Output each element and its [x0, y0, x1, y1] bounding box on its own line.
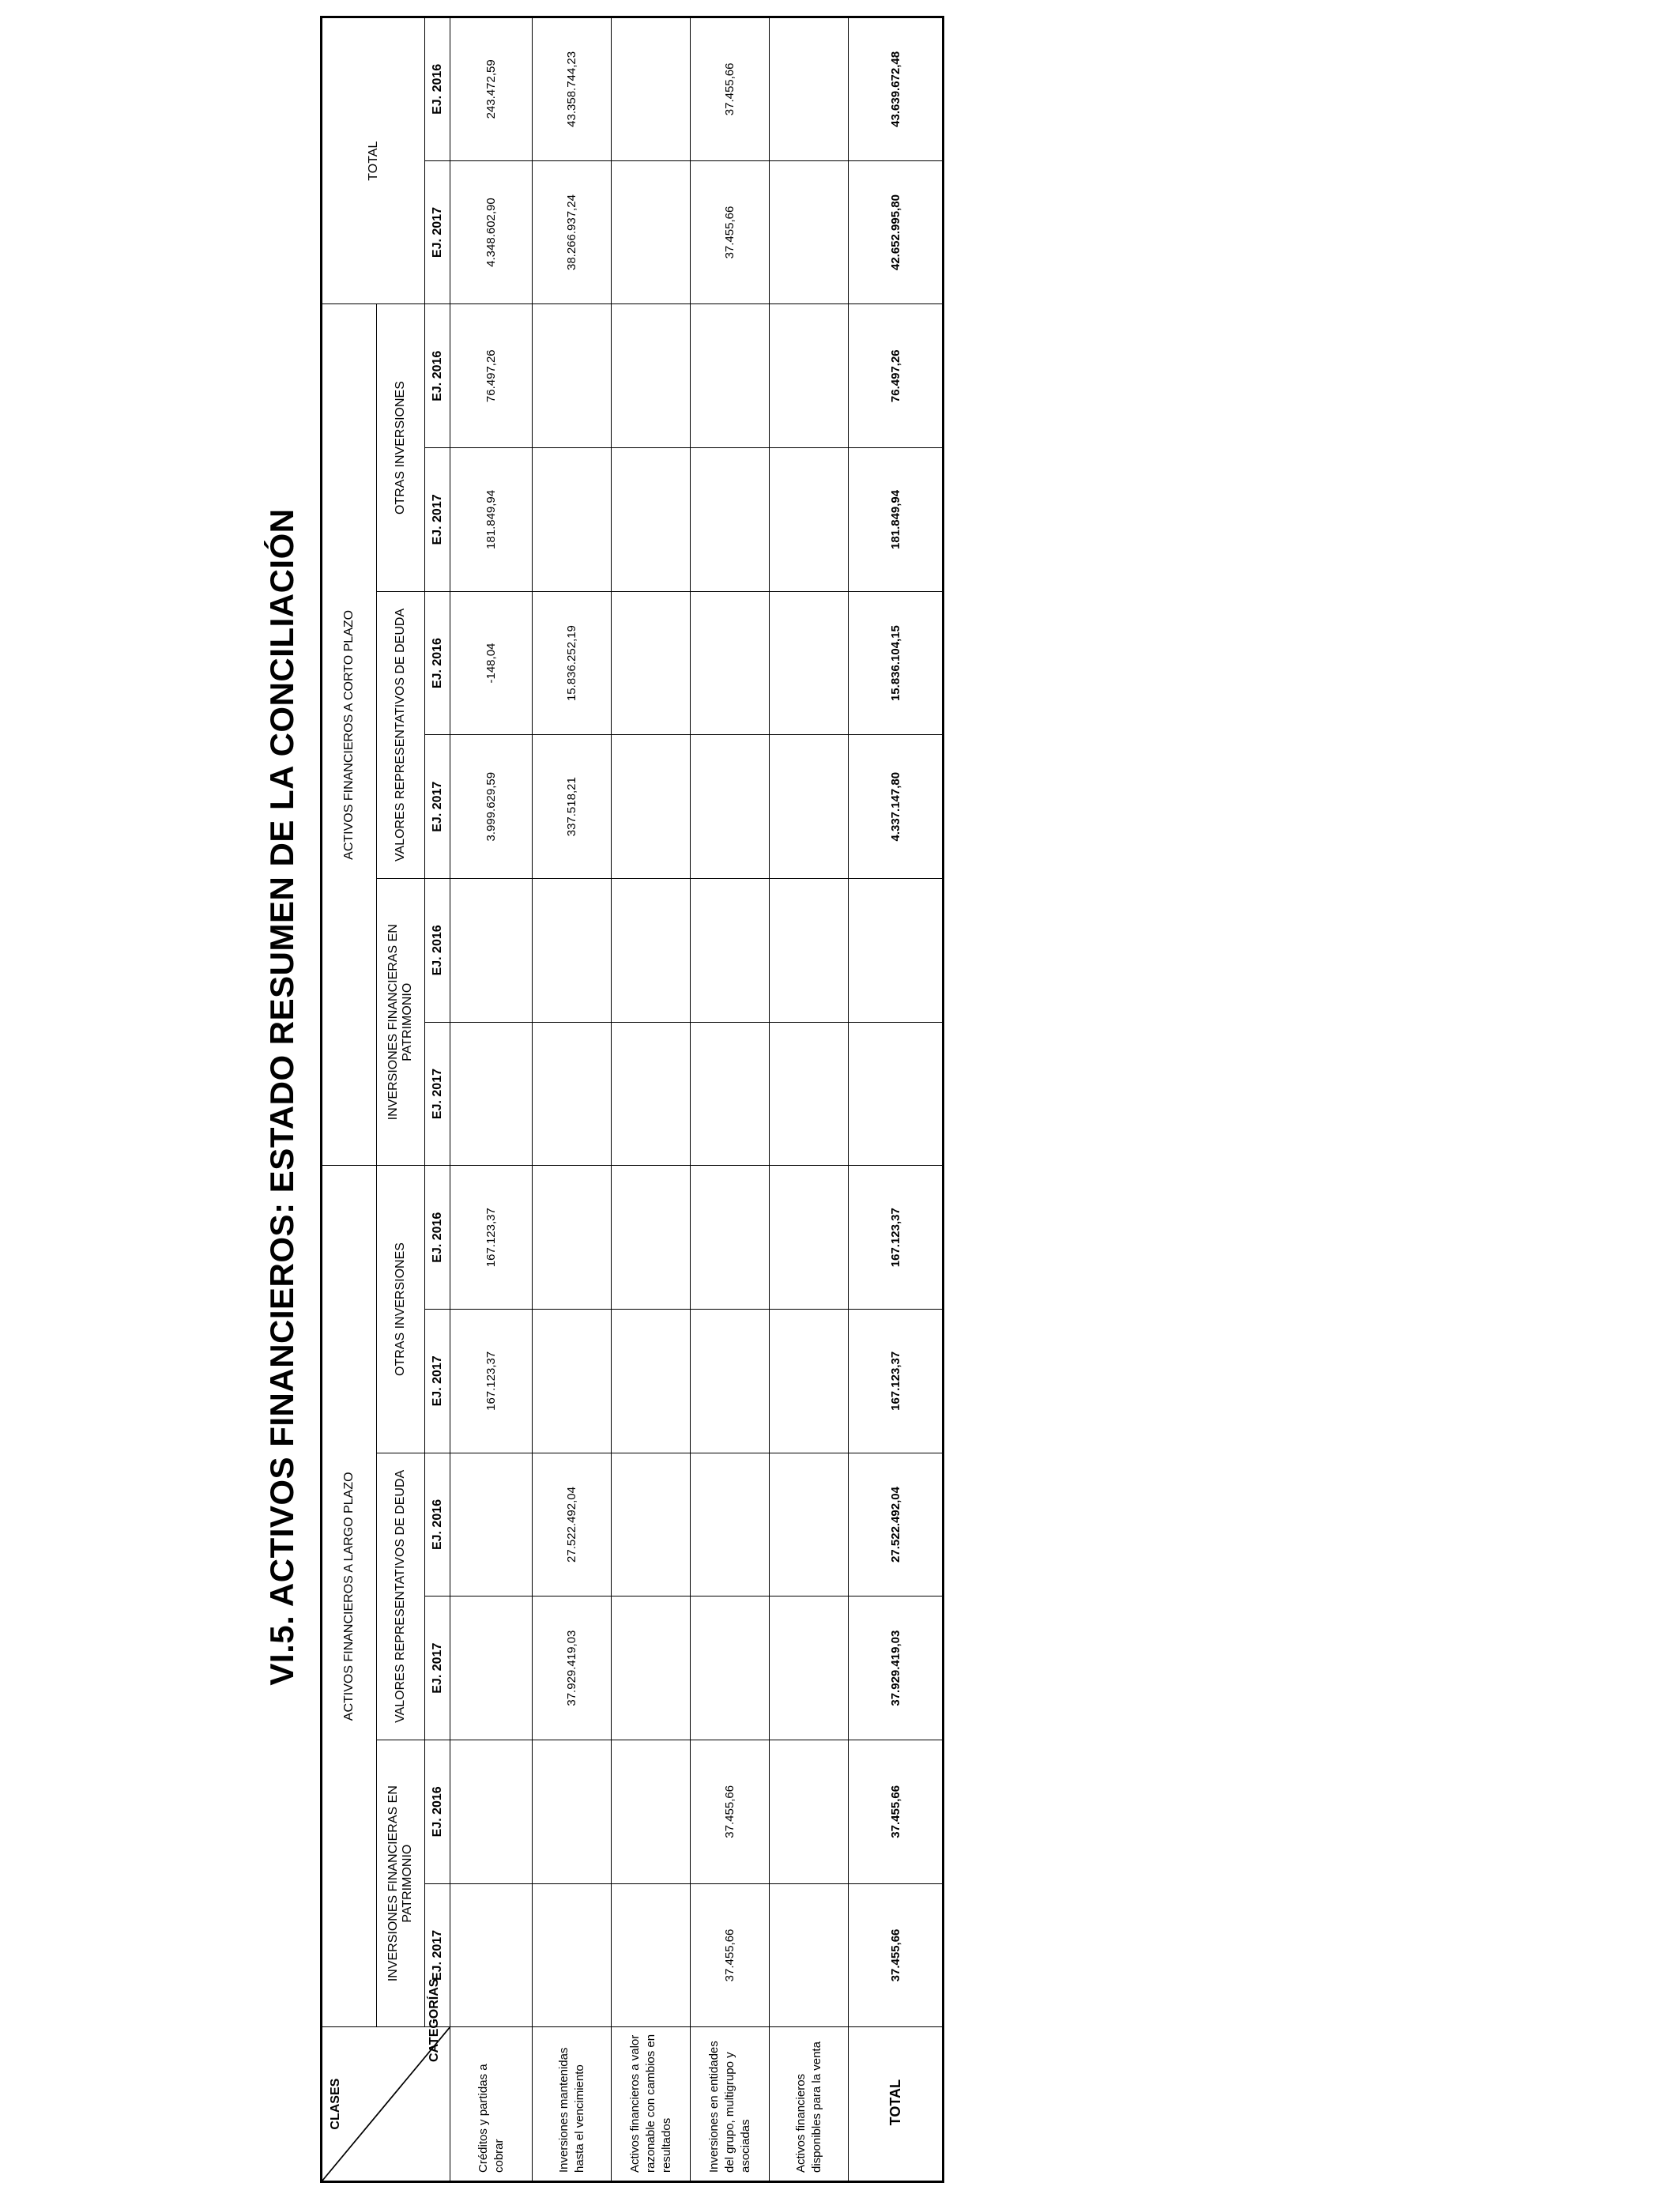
value-cell — [770, 879, 849, 1023]
value-cell: 37.455,66 — [691, 160, 770, 304]
value-cell — [770, 591, 849, 735]
total-value-cell: 42.652.995,80 — [849, 160, 944, 304]
value-cell — [612, 1596, 691, 1740]
year-header: EJ. 2016 — [425, 304, 450, 448]
value-cell — [612, 879, 691, 1023]
value-cell — [691, 304, 770, 448]
value-cell — [691, 1022, 770, 1166]
header-corner-cell — [322, 1978, 450, 2182]
value-cell — [533, 1740, 612, 1883]
value-cell: 37.455,66 — [691, 1883, 770, 2027]
value-cell: -148,04 — [450, 591, 533, 735]
table-row — [450, 17, 533, 2182]
value-cell: 243.472,59 — [450, 17, 533, 161]
total-value-cell: 37.455,66 — [849, 1883, 944, 2027]
header-row-years — [425, 17, 450, 2182]
value-cell — [770, 448, 849, 592]
value-cell — [691, 1453, 770, 1596]
lp-otras-inversiones-header: OTRAS INVERSIONES — [377, 1166, 425, 1453]
value-cell — [691, 591, 770, 735]
value-cell — [612, 1310, 691, 1453]
table-body — [450, 17, 944, 2182]
value-cell — [612, 1166, 691, 1310]
value-cell — [691, 1166, 770, 1310]
value-cell: 167.123,37 — [450, 1166, 533, 1310]
value-cell — [770, 1596, 849, 1740]
year-header: EJ. 2016 — [425, 1740, 450, 1883]
value-cell — [450, 1740, 533, 1883]
clases-header: CLASES — [329, 2078, 342, 2130]
value-cell: 76.497,26 — [450, 304, 533, 448]
value-cell: 43.358.744,23 — [533, 17, 612, 161]
value-cell — [770, 735, 849, 879]
value-cell — [770, 17, 849, 161]
value-cell — [691, 1310, 770, 1453]
value-cell — [612, 448, 691, 592]
value-cell — [533, 304, 612, 448]
value-cell: 37.455,66 — [691, 17, 770, 161]
cp-valores-deuda-header: VALORES REPRESENTATIVOS DE DEUDA — [377, 591, 425, 878]
year-header: EJ. 2017 — [425, 1310, 450, 1453]
row-category-label: Activos financieros a valor razonable con cambios en resultados — [612, 2027, 691, 2182]
value-cell — [533, 1022, 612, 1166]
row-category-label: Activos financieros disponibles para la venta — [770, 2027, 849, 2182]
year-header: EJ. 2017 — [425, 735, 450, 879]
total-value-cell: 37.455,66 — [849, 1740, 944, 1883]
value-cell — [450, 1453, 533, 1596]
value-cell — [612, 735, 691, 879]
table-row — [770, 17, 849, 2182]
value-cell: 337.518,21 — [533, 735, 612, 879]
total-value-cell — [849, 1022, 944, 1166]
total-value-cell — [849, 879, 944, 1023]
year-header: EJ. 2017 — [425, 160, 450, 304]
value-cell: 37.455,66 — [691, 1740, 770, 1883]
value-cell — [770, 1166, 849, 1310]
table-row — [612, 17, 691, 2182]
cp-otras-inversiones-header: OTRAS INVERSIONES — [377, 304, 425, 591]
cp-inv-patrimonio-header: INVERSIONES FINANCIERAS EN PATRIMONIO — [377, 879, 425, 1166]
lp-valores-deuda-header: VALORES REPRESENTATIVOS DE DEUDA — [377, 1453, 425, 1740]
year-header: EJ. 2017 — [425, 1022, 450, 1166]
value-cell: 181.849,94 — [450, 448, 533, 592]
total-value-cell: 167.123,37 — [849, 1310, 944, 1453]
value-cell — [450, 1022, 533, 1166]
value-cell — [612, 304, 691, 448]
lp-inv-patrimonio-header: INVERSIONES FINANCIERAS EN PATRIMONIO — [377, 1740, 425, 2026]
year-header: EJ. 2017 — [425, 1596, 450, 1740]
value-cell: 38.266.937,24 — [533, 160, 612, 304]
value-cell: 3.999.629,59 — [450, 735, 533, 879]
value-cell — [770, 1310, 849, 1453]
total-value-cell: 181.849,94 — [849, 448, 944, 592]
value-cell: 37.929.419,03 — [533, 1596, 612, 1740]
total-value-cell: 4.337.147,80 — [849, 735, 944, 879]
row-category-label: Inversiones en entidades del grupo, multigrupo y asociadas — [691, 2027, 770, 2182]
table-row — [691, 17, 770, 2182]
total-value-cell: 37.929.419,03 — [849, 1596, 944, 1740]
total-header: TOTAL — [322, 17, 425, 304]
value-cell: 27.522.492,04 — [533, 1453, 612, 1596]
value-cell — [450, 879, 533, 1023]
value-cell: 15.836.252,19 — [533, 591, 612, 735]
value-cell — [533, 879, 612, 1023]
total-row-label: TOTAL — [849, 2027, 944, 2182]
value-cell: 167.123,37 — [450, 1310, 533, 1453]
value-cell — [691, 1596, 770, 1740]
total-value-cell: 27.522.492,04 — [849, 1453, 944, 1596]
value-cell — [770, 1740, 849, 1883]
year-header: EJ. 2016 — [425, 1453, 450, 1596]
table-row — [533, 17, 612, 2182]
total-value-cell: 76.497,26 — [849, 304, 944, 448]
value-cell — [612, 1883, 691, 2027]
value-cell — [612, 160, 691, 304]
value-cell — [770, 1883, 849, 2027]
value-cell — [450, 1596, 533, 1740]
year-header: EJ. 2017 — [425, 1883, 450, 2027]
value-cell — [533, 1310, 612, 1453]
largo-plazo-header: ACTIVOS FINANCIEROS A LARGO PLAZO — [322, 1166, 377, 2027]
value-cell — [450, 1883, 533, 2027]
value-cell — [770, 1453, 849, 1596]
corto-plazo-header: ACTIVOS FINANCIEROS A CORTO PLAZO — [322, 304, 377, 1166]
value-cell — [770, 304, 849, 448]
total-value-cell: 15.836.104,15 — [849, 591, 944, 735]
categorias-header: CATEGORÍAS — [428, 1978, 441, 2062]
year-header: EJ. 2016 — [425, 1166, 450, 1310]
total-value-cell: 43.639.672,48 — [849, 17, 944, 161]
value-cell — [612, 17, 691, 161]
value-cell: 4.348.602,90 — [450, 160, 533, 304]
value-cell — [533, 1883, 612, 2027]
year-header: EJ. 2016 — [425, 879, 450, 1023]
value-cell — [612, 1022, 691, 1166]
reconciliation-table — [320, 16, 944, 2183]
page-title: VI.5. ACTIVOS FINANCIEROS: ESTADO RESUMEN DE LA CONCILIACIÓN — [263, 508, 300, 1686]
year-header: EJ. 2016 — [425, 17, 450, 161]
row-category-label: Inversiones mantenidas hasta el vencimiento — [533, 2027, 612, 2182]
value-cell — [770, 160, 849, 304]
value-cell — [612, 1740, 691, 1883]
value-cell — [691, 735, 770, 879]
value-cell — [533, 1166, 612, 1310]
value-cell — [612, 1453, 691, 1596]
value-cell — [691, 879, 770, 1023]
year-header: EJ. 2017 — [425, 448, 450, 592]
value-cell — [533, 448, 612, 592]
total-row — [849, 17, 944, 2182]
header-row-subgroups — [377, 17, 425, 2182]
value-cell — [691, 448, 770, 592]
year-header: EJ. 2016 — [425, 591, 450, 735]
total-value-cell: 167.123,37 — [849, 1166, 944, 1310]
value-cell — [612, 591, 691, 735]
header-row-groups — [322, 17, 377, 2182]
row-category-label: Créditos y partidas a cobrar — [450, 2027, 533, 2182]
value-cell — [770, 1022, 849, 1166]
